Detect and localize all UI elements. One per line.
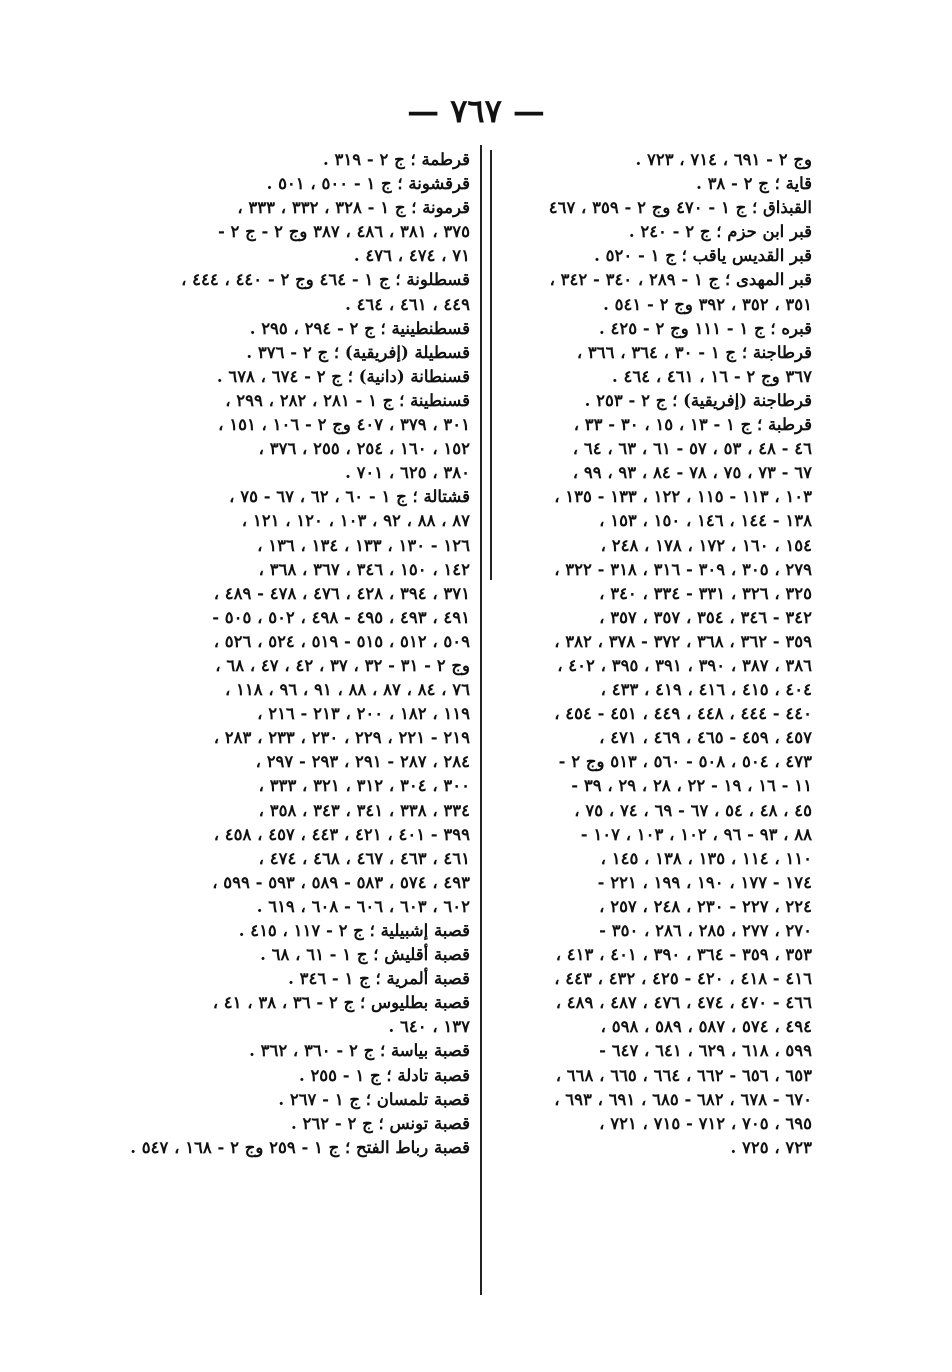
index-entry-line: قرطبة ؛ ج ١ - ١٣ ، ١٥ ، ٣٠ - ٣٣ ،	[573, 415, 812, 435]
index-entry-line: قبر ابن حزم ؛ ج ٢ - ٢٤٠ .	[628, 222, 812, 242]
index-entry-line: ٢٨٤ ، ٢٨٧ - ٢٩١ ، ٢٩٣ - ٢٩٧ ،	[255, 752, 470, 772]
index-entry-line: قرطمة ؛ ج ٢ - ٣١٩ .	[323, 150, 470, 169]
index-entry-line: قصبة تونس ؛ ج ٢ - ٢٦٢ .	[291, 1113, 470, 1133]
index-entry-line: قصبة أقليش ؛ ج ١ - ٦١ ، ٦٨ .	[260, 945, 470, 965]
index-entry-line: ٤٤٠ - ٤٤٤ ، ٤٤٨ ، ٤٤٩ ، ٤٥١ - ٤٥٤ ،	[554, 704, 812, 724]
index-entry-line: ٣٧١ ، ٣٩٤ ، ٤٢٨ ، ٤٧٦ ، ٤٧٨ - ٤٨٩ ،	[213, 583, 470, 603]
index-entry-line: قرقشونة ؛ ج ١ - ٥٠٠ ، ٥٠١ .	[266, 174, 470, 194]
index-entry-line: قصبة رباط الفتح ؛ ج ١ - ٢٥٩ وج ٢ - ١٦٨ ، ٥٤٧ .	[130, 1137, 470, 1157]
index-entry-line: ٤٧٣ ، ٥٠٤ ، ٥٠٨ - ٥٦٠ ، ٥١٣ وج ٢ -	[558, 752, 812, 772]
index-entry-line: ٤٩٣ ، ٥٧٤ ، ٥٨٣ - ٥٨٩ ، ٥٩٣ - ٥٩٩ ،	[212, 872, 470, 892]
column-divider-inner	[490, 150, 492, 580]
index-entry-line: قرطاجنة (إفريقية) ؛ ج ٢ - ٢٥٣ .	[584, 390, 812, 410]
index-entry-line: ٤٩٤ ، ٥٧٤ ، ٥٨٧ ، ٥٨٩ ، ٥٩٨ ،	[600, 1017, 812, 1037]
index-entry-line: ٨٧ ، ٨٨ ، ٩٢ ، ١٠٣ ، ١٢٠ ، ١٢١ ،	[241, 511, 470, 531]
index-entry-line: ١١٩ ، ١٨٢ ، ٢٠٠ ، ٢١٣ - ٢١٦ ،	[257, 704, 470, 724]
page-number: — ٧٦٧ —	[407, 92, 545, 130]
index-entry-line: وج ٢ - ٦٩١ ، ٧١٤ ، ٧٢٣ .	[635, 150, 812, 169]
index-entry-line: قصبة ألمرية ؛ ج ١ - ٣٤٦ .	[288, 969, 470, 989]
index-entry-line: قسنطانة (دانية) ؛ ج ٢ - ٦٧٤ ، ٦٧٨ .	[216, 366, 470, 386]
index-entry-line: ١٥٢ ، ١٦٠ ، ٢٥٤ ، ٢٥٥ ، ٣٧٦ ،	[258, 439, 470, 459]
index-entry-line: ٤٥ ، ٤٨ ، ٥٤ ، ٦٧ - ٦٩ ، ٧٤ ، ٧٥ ،	[574, 800, 812, 820]
index-entry-line: قرطاجنة ؛ ج ١ - ٣٠ ، ٣٦٤ ، ٣٦٦ ،	[576, 342, 812, 362]
index-entry-line: ٦٩٥ ، ٧٠٥ ، ٧١٢ - ٧١٥ ، ٧٢١ ،	[599, 1113, 812, 1133]
index-entry-line: قصبة بياسة ؛ ج ٢ - ٣٦٠ ، ٣٦٢ .	[249, 1041, 470, 1061]
index-entry-line: قصبة تادلة ؛ ج ١ - ٢٥٥ .	[298, 1065, 470, 1085]
index-entry-line: ٦٧٠ - ٦٧٨ ، ٦٨٢ - ٦٨٥ ، ٦٩١ ، ٦٩٣ ،	[554, 1089, 812, 1109]
index-entry-line: ٢٢٤ ، ٢٢٧ - ٢٣٠ ، ٢٤٨ ، ٢٥٧ ،	[599, 896, 812, 916]
index-entry-line: قاية ؛ ج ٢ - ٣٨ .	[696, 174, 812, 194]
index-entry-line: ٤٦ - ٤٨ ، ٥٣ ، ٥٧ - ٦١ ، ٦٣ ، ٦٤ ،	[572, 439, 812, 459]
index-column-right	[482, 148, 812, 1160]
index-entry-line: ١٥٤ ، ١٦٠ ، ١٧٢ ، ١٧٨ ، ٢٤٨ ،	[600, 535, 812, 555]
index-entry-line: قبر القديس ياقب ؛ ج ١ - ٥٢٠ .	[594, 246, 812, 266]
index-entry-line: ١٠٣ ، ١١٣ - ١١٥ ، ١٢٢ ، ١٣٣ - ١٣٥ ،	[554, 487, 812, 507]
index-entry-line: ١١٠ ، ١١٤ ، ١٣٥ ، ١٣٨ ، ١٤٥ ،	[600, 848, 812, 868]
index-entry-line: قرمونة ؛ ج ١ - ٣٢٨ ، ٣٣٢ ، ٣٣٣ ،	[237, 198, 470, 218]
index-entry-line: ٣٥٩ - ٣٦٢ ، ٣٦٨ ، ٣٧٢ - ٣٧٨ ، ٣٨٢ ،	[554, 631, 812, 651]
index-entry-line: ٣٧٥ ، ٣٨١ ، ٤٨٦ ، ٣٨٧ وج ٢ - ج ٢ -	[217, 222, 470, 242]
index-entry-line: ٣٠٠ ، ٣٠٤ ، ٣١٢ ، ٣٢١ ، ٣٣٣ ،	[258, 776, 470, 796]
index-entry-line: ٣٥١ ، ٣٥٢ ، ٣٩٢ وج ٢ - ٥٤١ .	[603, 294, 812, 314]
index-entry-line: ٤٥٧ ، ٤٥٩ - ٤٦٥ ، ٤٦٩ ، ٤٧١ ،	[599, 728, 812, 748]
index-entry-line: ٣٨٦ ، ٣٨٧ ، ٣٩٠ ، ٣٩١ ، ٣٩٥ ، ٤٠٢ ،	[557, 655, 812, 675]
index-entry-line: ٥٩٩ ، ٦١٨ ، ٦٢٩ ، ٦٤١ ، ٦٤٧ -	[599, 1041, 812, 1061]
index-entry-line: ٤٤٩ ، ٤٦١ ، ٤٦٤ .	[345, 294, 470, 314]
index-entry-line: ٧١ ، ٤٧٤ ، ٤٧٦ .	[353, 246, 470, 266]
index-entry-line: ٢١٩ - ٢٢١ ، ٢٢٩ ، ٢٣٠ ، ٢٣٣ ، ٢٨٣ ،	[213, 728, 470, 748]
index-column-left	[130, 148, 470, 1160]
index-entry-line: قشتالة ؛ ج ١ - ٦٠ ، ٦٢ ، ٦٧ - ٧٥ ،	[229, 487, 470, 507]
index-entry-line: ٣٥٣ ، ٣٥٩ - ٣٦٤ ، ٣٩٠ ، ٤٠١ ، ٤١٣ ،	[555, 945, 812, 965]
index-entry-line: ٦٥٣ ، ٦٥٦ - ٦٦٢ ، ٦٦٤ ، ٦٦٥ ، ٦٦٨ ،	[555, 1065, 812, 1085]
index-entry-line: قصبة بطليوس ؛ ج ٢ - ٣٦ ، ٣٨ ، ٤١ ،	[212, 993, 470, 1013]
index-entry-line: ٣٢٥ ، ٣٢٦ ، ٣٣١ - ٣٣٤ ، ٣٤٠ ،	[599, 583, 812, 603]
index-entry-line: وج ٢ - ٣١ - ٣٢ ، ٣٧ ، ٤٢ ، ٤٧ ، ٦٨ ،	[215, 655, 470, 675]
index-entry-line: ٦٧ - ٧٣ ، ٧٥ ، ٧٨ - ٨٤ ، ٩٣ ، ٩٩ ،	[572, 463, 812, 483]
index-entry-line: ١٢٦ - ١٣٠ ، ١٣٣ ، ١٣٤ ، ١٣٦ ،	[257, 535, 470, 555]
index-entry-line: قصبة إشبيلية ؛ ج ٢ - ١١٧ ، ٤١٥ .	[238, 921, 470, 940]
index-entry-line: ٣٨٠ ، ٦٢٥ ، ٧٠١ .	[345, 463, 470, 483]
index-entry-line: ٤٦٦ - ٤٧٠ ، ٤٧٤ ، ٤٧٦ ، ٤٨٧ ، ٤٨٩ ،	[555, 993, 812, 1013]
index-entry-line: ٥٠٩ ، ٥١٢ ، ٥١٥ - ٥١٩ ، ٥٢٤ ، ٥٢٦ ،	[213, 631, 470, 651]
index-entry-line: ٢٧٠ ، ٢٧٧ ، ٢٨٥ ، ٢٨٦ ، ٣٥٠ -	[599, 921, 812, 940]
index-entry-line: ٨٨ ، ٩٣ - ٩٦ ، ١٠٢ ، ١٠٣ ، ١٠٧ -	[580, 824, 812, 844]
index-entry-line: ٦٠٢ ، ٦٠٣ ، ٦٠٦ - ٦٠٨ ، ٦١٩ .	[256, 896, 470, 916]
index-entry-line: قسنطينة ؛ ج ١ - ٢٨١ ، ٢٨٢ ، ٢٩٩ ،	[225, 390, 470, 410]
index-entry-line: قبره ؛ ج ١ - ١١١ وج ٢ - ٤٢٥ .	[599, 318, 812, 338]
index-entry-line: ١٧٤ - ١٧٧ ، ١٩٠ ، ١٩٩ ، ٢٢١ -	[597, 872, 812, 892]
index-entry-line: ٢٧٩ ، ٣٠٥ ، ٣٠٩ - ٣١٦ ، ٣١٨ - ٣٢٢ ،	[554, 559, 812, 579]
index-entry-line: ١٣٧ ، ٦٤٠ .	[388, 1017, 470, 1037]
index-entry-line: ٧٢٣ ، ٧٢٥ .	[730, 1137, 812, 1157]
index-entry-line: قسطنطينية ؛ ج ٢ - ٢٩٤ ، ٢٩٥ .	[249, 318, 470, 338]
index-entry-line: ٧٦ ، ٨٤ ، ٨٧ ، ٨٨ ، ٩١ ، ٩٦ ، ١١٨ ،	[224, 680, 470, 700]
index-entry-line: ٣٦٧ وج ٢ - ١٦ ، ٤٦١ ، ٤٦٤ .	[612, 366, 812, 386]
index-entry-line: ١٤٢ ، ١٥٠ ، ٣٤٦ ، ٣٦٧ ، ٣٦٨ ،	[258, 559, 470, 579]
index-entry-line: قبر المهدى ؛ ج ١ - ٢٨٩ ، ٣٤٠ - ٣٤٢ ،	[549, 270, 812, 290]
column-divider	[480, 145, 482, 1295]
index-entry-line: القبذاق ؛ ج ١ - ٤٧٠ وج ٢ - ٣٥٩ ، ٤٦٧	[548, 198, 812, 218]
index-entry-line: ٤٩١ ، ٤٩٣ ، ٤٩٥ - ٤٩٨ ، ٥٠٢ ، ٥٠٥ -	[212, 607, 470, 627]
index-entry-line: ٣٤٢ - ٣٤٦ ، ٣٥٤ ، ٣٥٧ ، ٣٥٧ ،	[599, 607, 812, 627]
index-entry-line: ٣٣٤ ، ٣٣٨ ، ٣٤١ ، ٣٤٣ ، ٣٥٨ ،	[258, 800, 470, 820]
index-entry-line: قسطلونة ؛ ج ١ - ٤٦٤ وج ٢ - ٤٤٠ ، ٤٤٤ ،	[181, 270, 470, 290]
index-entry-line: ٣٩٩ - ٤٠١ ، ٤٢١ ، ٤٤٣ ، ٤٥٧ ، ٤٥٨ ،	[213, 824, 470, 844]
index-entry-line: ٣٠١ ، ٣٧٩ ، ٤٠٧ وج ٢ - ١٠٦ ، ١٥١ ،	[218, 415, 470, 435]
index-entry-line: ١١ - ١٦ ، ١٩ - ٢٢ ، ٢٨ ، ٢٩ ، ٣٩ -	[571, 776, 812, 796]
index-entry-line: ١٣٨ - ١٤٤ ، ١٤٦ ، ١٥٠ ، ١٥٣ ،	[599, 511, 812, 531]
index-entry-line: ٤٦١ ، ٤٦٣ ، ٤٦٧ ، ٤٦٨ ، ٤٧٤ ،	[258, 848, 470, 868]
index-entry-line: ٤١٦ - ٤١٨ ، ٤٢٠ - ٤٢٥ ، ٤٣٢ ، ٤٤٣ ،	[554, 969, 812, 989]
index-entry-line: قصبة تلمسان ؛ ج ١ - ٢٦٧ .	[278, 1089, 470, 1109]
index-entry-line: قسطيلة (إفريقية) ؛ ج ٢ - ٣٧٦ .	[246, 342, 470, 362]
index-entry-line: ٤٠٤ ، ٤١٥ ، ٤١٦ ، ٤١٩ ، ٤٣٣ ،	[600, 680, 812, 700]
